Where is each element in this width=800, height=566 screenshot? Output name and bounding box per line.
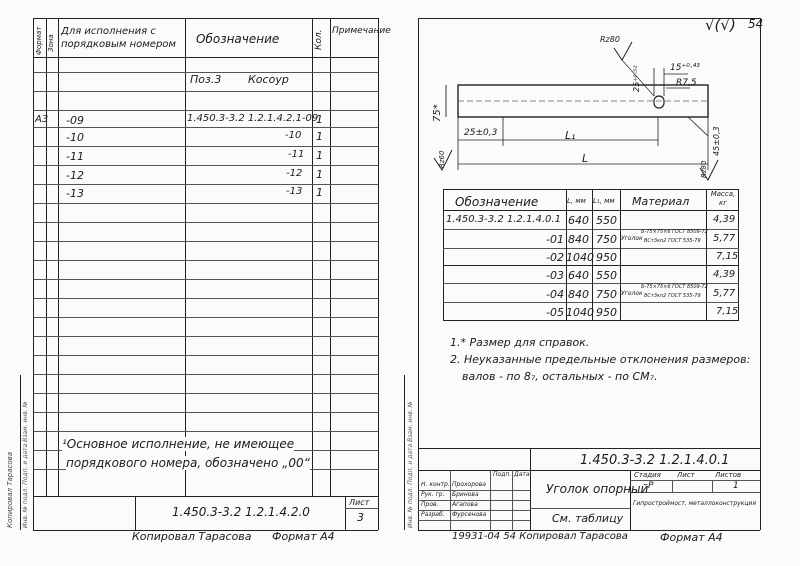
table-header-l: L, мм bbox=[567, 197, 586, 205]
sheet-label: Лист bbox=[349, 498, 370, 507]
dim-side: 45±0,3 bbox=[712, 126, 721, 156]
role-label: Рук. гр. bbox=[421, 491, 445, 498]
table-header-l1: L₁, мм bbox=[593, 197, 615, 205]
row-exec: -09 bbox=[66, 114, 84, 127]
person-name: Бринова bbox=[452, 491, 479, 498]
row-designation: -13 bbox=[286, 186, 303, 197]
note-line: 1.* Размер для справок. bbox=[450, 336, 590, 349]
table-row-designation: -02 bbox=[546, 251, 564, 264]
row-exec: -13 bbox=[66, 187, 84, 200]
material-b-top: Б-75×75×6 ГОСТ 8509-72 bbox=[641, 284, 708, 290]
dim-25b: 25⁺⁰·⁵² bbox=[632, 65, 641, 92]
footnote-line: порядкового номера, обозначено „00“ bbox=[66, 456, 310, 470]
material-a-prefix: Уголок bbox=[621, 235, 643, 242]
format-label: Формат А4 bbox=[272, 530, 335, 543]
table-row-mass: 5,77 bbox=[713, 288, 736, 299]
table-row-l: 1040 bbox=[566, 306, 594, 319]
page-number: 54 bbox=[748, 17, 764, 31]
corner-mark: √(√) bbox=[705, 16, 736, 34]
row-designation: -11 bbox=[288, 149, 305, 160]
note-line: 2. Неуказанные предельные отклонения размеров: bbox=[450, 353, 751, 366]
table-row-mass: 4,39 bbox=[713, 214, 736, 225]
side-text: Инв. № подл. Подп. и дата Взам. инв. № bbox=[22, 401, 29, 528]
dim-75: 75* bbox=[432, 104, 443, 122]
header-designation: Обозначение bbox=[196, 32, 280, 46]
table-row-mass: 7,15 bbox=[716, 306, 739, 317]
row-designation: -10 bbox=[285, 130, 302, 141]
dim-rough-left: Rz60 bbox=[438, 150, 446, 168]
material-a-top: Б-75×75×6 ГОСТ 8509-72 bbox=[641, 229, 708, 235]
copied-by: Копировал Тарасова bbox=[132, 530, 252, 543]
side-stamp: Копировал Тарасова bbox=[6, 451, 14, 528]
section-title: Поз.3 bbox=[190, 73, 222, 86]
slot-hole bbox=[654, 96, 664, 108]
title-sheets: 1 bbox=[733, 481, 739, 491]
header-format: Формат bbox=[35, 26, 43, 55]
dim-r: R7,5 bbox=[676, 78, 697, 88]
table-header-designation: Обозначение bbox=[455, 195, 539, 209]
col-signature: Подп. bbox=[493, 471, 512, 478]
table-row-l1: 950 bbox=[596, 306, 617, 319]
copied-line: 19931-04 54 Копировал Тарасова bbox=[452, 531, 628, 542]
table-row-designation: -05 bbox=[546, 306, 564, 319]
title-stage-label: Стадия bbox=[634, 471, 661, 479]
header-note: Примечание bbox=[332, 26, 391, 36]
footnote-line: ¹Основное исполнение, не имеющее bbox=[62, 437, 295, 451]
row-designation: -12 bbox=[286, 168, 303, 179]
section-name: Косоур bbox=[248, 73, 289, 86]
table-header-material: Материал bbox=[632, 195, 690, 208]
dim-rough-right: Rz80 bbox=[700, 160, 708, 178]
angle-drawing bbox=[418, 18, 760, 193]
table-row-mass: 7,15 bbox=[716, 251, 739, 262]
title-stage: Р bbox=[648, 481, 654, 491]
title-sheet-label: Лист bbox=[677, 471, 695, 479]
title-doc-number: 1.450.3-3.2 1.2.1.4.0.1 bbox=[580, 453, 730, 468]
table-row-l: 640 bbox=[568, 269, 589, 282]
row-exec: -10 bbox=[66, 131, 84, 144]
table-row-designation: -03 bbox=[546, 269, 564, 282]
table-row-l1: 950 bbox=[596, 251, 617, 264]
doc-number: 1.450.3-3.2 1.2.1.4.2.0 bbox=[172, 505, 310, 519]
header-execution: Для исполнения с порядковым номером bbox=[61, 26, 176, 50]
person-name: Фурсенова bbox=[452, 511, 487, 518]
person-name: Агапова bbox=[452, 501, 478, 508]
col-date: Дата bbox=[514, 471, 530, 478]
table-row-designation: -01 bbox=[546, 233, 564, 246]
table-row-l: 840 bbox=[568, 233, 589, 246]
role-label: Н. контр. bbox=[421, 481, 450, 488]
table-row-l1: 750 bbox=[596, 233, 617, 246]
header-zone: Зона bbox=[47, 34, 55, 52]
role-label: Пров. bbox=[421, 501, 439, 508]
dim-rough-top: Rz80 bbox=[600, 35, 620, 44]
side-text: Инв. № подл. Подп. и дата Взам. инв. № bbox=[407, 401, 414, 528]
title-material-ref: См. таблицу bbox=[552, 512, 624, 525]
table-row-mass: 4,39 bbox=[713, 269, 736, 280]
material-a-bottom: ВСт3кп2 ГОСТ 535-79 bbox=[644, 238, 701, 244]
row-qty: 1 bbox=[316, 168, 323, 181]
table-row-designation: -04 bbox=[546, 288, 564, 301]
table-row-l1: 750 bbox=[596, 288, 617, 301]
row-designation: 1.450.3-3.2 1.2.1.4.2.1-09 bbox=[187, 113, 319, 124]
material-b-bottom: ВСт3кп2 ГОСТ 535-79 bbox=[644, 293, 701, 299]
material-b-prefix: Уголок bbox=[621, 290, 643, 297]
title-org: Гипростроймост, металлоконструкция bbox=[633, 500, 756, 507]
table-row-l1: 550 bbox=[596, 214, 617, 227]
dim-l1: L₁ bbox=[565, 129, 576, 142]
dim-l: L bbox=[582, 152, 589, 165]
table-row-designation: 1.450.3-3.2 1.2.1.4.0.1 bbox=[446, 214, 561, 225]
row-qty: 1 bbox=[316, 149, 323, 162]
table-row-l: 640 bbox=[568, 214, 589, 227]
row-qty: 1 bbox=[316, 113, 323, 126]
sheet-number: 3 bbox=[357, 511, 364, 524]
format-label: Формат А4 bbox=[660, 531, 723, 544]
header-qty: Кол. bbox=[314, 29, 324, 50]
table-row-l: 840 bbox=[568, 288, 589, 301]
table-row-l: 1040 bbox=[566, 251, 594, 264]
person-name: Прохорова bbox=[452, 481, 486, 488]
table-header-mass: Масса, кг bbox=[710, 190, 736, 207]
title-name: Уголок опорный bbox=[546, 482, 649, 496]
row-qty: 1 bbox=[316, 130, 323, 143]
role-label: Разраб. bbox=[421, 511, 445, 518]
note-line: валов - по 8₇, остальных - по СМ₇. bbox=[462, 370, 658, 383]
table-row-mass: 5,77 bbox=[713, 233, 736, 244]
dim-25a: 25±0,3 bbox=[464, 128, 498, 138]
row-exec: -12 bbox=[66, 169, 84, 182]
row-format: А3 bbox=[35, 114, 49, 125]
title-sheets-label: Листов bbox=[715, 471, 742, 479]
dim-15: 15⁺⁰·⁴³ bbox=[670, 63, 700, 73]
table-row-l1: 550 bbox=[596, 269, 617, 282]
row-qty: 1 bbox=[316, 186, 323, 199]
row-exec: -11 bbox=[66, 150, 84, 163]
